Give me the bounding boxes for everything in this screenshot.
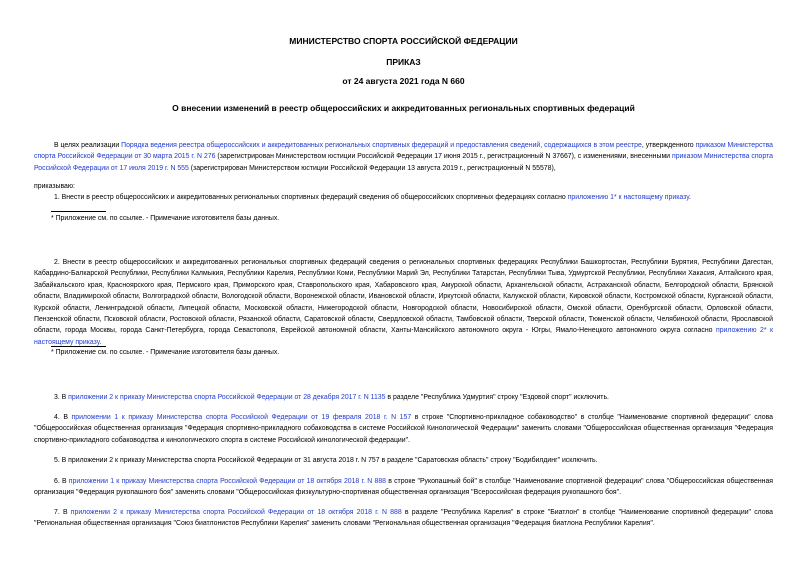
- item-3: [34, 392, 773, 403]
- link-appendix-2[interactable]: приложению 2* к настоящему приказу: [34, 327, 774, 346]
- item-2-text: 2. Внести в реестр общероссийских и аккредитованных региональных спортивных федераций сведения о региональных спортивных федерациях Республики Башкортостан, Республики Бурятия, Республики Дагестан, Кабардино-Балкарской Республики, Республики Калмыкия, Республики Карелия, Республики Коми, Республики Марий Эл, Республики Татарстан, Республики Тыва, Удмуртской Республики, Республики Хакасия, Алтайского края, Забайкальского края, Красноярского края, Пермского края, Приморского края, Ставропольского края, Хабаровского края, Амурской области, Архангельской области, Астраханской области, Белгородской области, Брянской области, Владимирской области, Волгоградской области, Вологодской области, Воронежской области, Ивановской области, Иркутской области, Калужской области, Кировской области, Костромской области, Курганской области, Курской области, Ленинградской области, Липецкой области, Московской области, Нижегородской области, Новгородской области, Новосибирской области, Омской области, Оренбургской области, Орловской области, Пензенской области, Псковской области, Ростовской области, Рязанской области, Саратовской области, Свердловской области, Тамбовской области, Тверской области, Тюменской области, Челябинской области, Ярославской области, города Москвы, города Санкт-Петербурга, города Севастополя, Еврейской автономной области, Ханты-Мансийского автономного округа - Югры, Ямало-Ненецкого автономного округа согласно: [34, 259, 773, 335]
- preamble-text-2: , утвержденного: [641, 142, 696, 149]
- item-6-text: 6. В: [54, 478, 69, 485]
- item-6-end: в строке "Рукопашный бой" в столбце "Наименование спортивной федерации" слова "Общероссийская общественная организация "Федерация рукопашного боя" заменить словами "Общероссийская физкультурно-спортивная общественная организация "Всероссийская федерация рукопашного боя".: [34, 478, 774, 497]
- item-6: [34, 476, 773, 499]
- item-3-text: 3. В: [54, 394, 69, 401]
- preamble-text-1: В целях реализации: [54, 142, 122, 149]
- link-appendix-1[interactable]: приложению 1* к настоящему приказу: [567, 194, 689, 201]
- item-7-end: в разделе "Республика Карелия" в строке "Биатлон" в столбце "Наименование спортивной федерации" слова "Региональная общественная организация "Союз биатлонистов Республики Карелия" заменить словами "Региональная общественная организация "Федерация биатлона Республики Карелия".: [34, 509, 773, 528]
- order-label: приказываю:: [34, 183, 75, 190]
- link-order-276[interactable]: приказом Министерства спорта Российской Федерации от 30 марта 2015 г. N 276: [34, 142, 773, 161]
- item-5: 5. В приложении 2 к приказу Министерства спорта Российской Федерации от 31 августа 2018 г. N 757 в разделе "Саратовская область" строку "Бодибилдинг" исключить.: [54, 457, 598, 464]
- link-registry-procedure[interactable]: Порядка ведения реестра общероссийских и аккредитованных региональных спортивных федераций и предоставления сведений, содержащихся в этом реестре: [121, 142, 642, 149]
- link-order-157[interactable]: приложении 1 к приказу Министерства спорта Российской Федерации от 19 февраля 2018 г. N 157: [71, 414, 412, 421]
- order-heading: ПРИКАЗ: [386, 57, 421, 67]
- link-order-555[interactable]: приказом Министерства спорта Российской Федерации от 17 июля 2019 г. N 555: [34, 153, 773, 172]
- item-7-text: 7. В: [54, 509, 71, 516]
- document-title: О внесении изменений в реестр общероссийских и аккредитованных региональных спортивных федераций: [172, 103, 635, 113]
- preamble-paragraph: [34, 140, 773, 174]
- item-7: [34, 507, 773, 530]
- footnote-1: * Приложение см. по ссылке. - Примечание изготовителя базы данных.: [51, 215, 280, 222]
- footnote-divider-1: [51, 211, 106, 212]
- ministry-name: МИНИСТЕРСТВО СПОРТА РОССИЙСКОЙ ФЕДЕРАЦИИ: [289, 36, 518, 46]
- item-1: [34, 192, 773, 203]
- footnote-2: * Приложение см. по ссылке. - Примечание изготовителя базы данных.: [51, 349, 280, 356]
- item-4-text: 4. В: [54, 414, 72, 421]
- item-1-end: .: [688, 194, 691, 201]
- footnote-divider-2: [51, 346, 106, 347]
- order-date: от 24 августа 2021 года N 660: [342, 76, 465, 86]
- link-order-888-app2[interactable]: приложении 2 к приказу Министерства спорта Российской Федерации от 18 октября 2018 г. N 888: [70, 509, 402, 516]
- item-3-end: в разделе "Республика Удмуртия" строку "Ездовой спорт" исключить.: [385, 394, 609, 401]
- item-4: [34, 412, 773, 446]
- link-order-1135[interactable]: приложении 2 к приказу Министерства спорта Российской Федерации от 28 декабря 2017 г. N 1135: [68, 394, 386, 401]
- preamble-text-3: (зарегистрирован Министерством юстиции Российской Федерации 17 июня 2015 г., регистрационный N 37667), с изменениями, внесенными: [215, 153, 672, 161]
- item-2: [34, 257, 773, 348]
- link-order-888-app1[interactable]: приложении 1 к приказу Министерства спорта Российской Федерации от 18 октября 2018 г. N 888: [68, 478, 386, 485]
- item-2-end: .: [99, 338, 102, 346]
- item-4-end: в строке "Спортивно-прикладное собаководство" в столбце "Наименование спортивной федерации" слова "Общероссийская общественная организация "Федерация спортивно-прикладного собаководства в системе Российской Кинологической Федерации" заменить словами "Общероссийская общественная организация "Федерация спортивно-прикладного собаководства и кинологического спорта в системе Российской кинологической федерации".: [34, 414, 773, 444]
- item-1-text: 1. Внести в реестр общероссийских и аккредитованных региональных спортивных федераций сведения об общероссийских спортивных федерациях согласно: [54, 194, 568, 201]
- preamble-text-4: (зарегистрирован Министерством юстиции Российской Федерации 13 августа 2019 г., регистрационный N 55578),: [188, 164, 556, 172]
